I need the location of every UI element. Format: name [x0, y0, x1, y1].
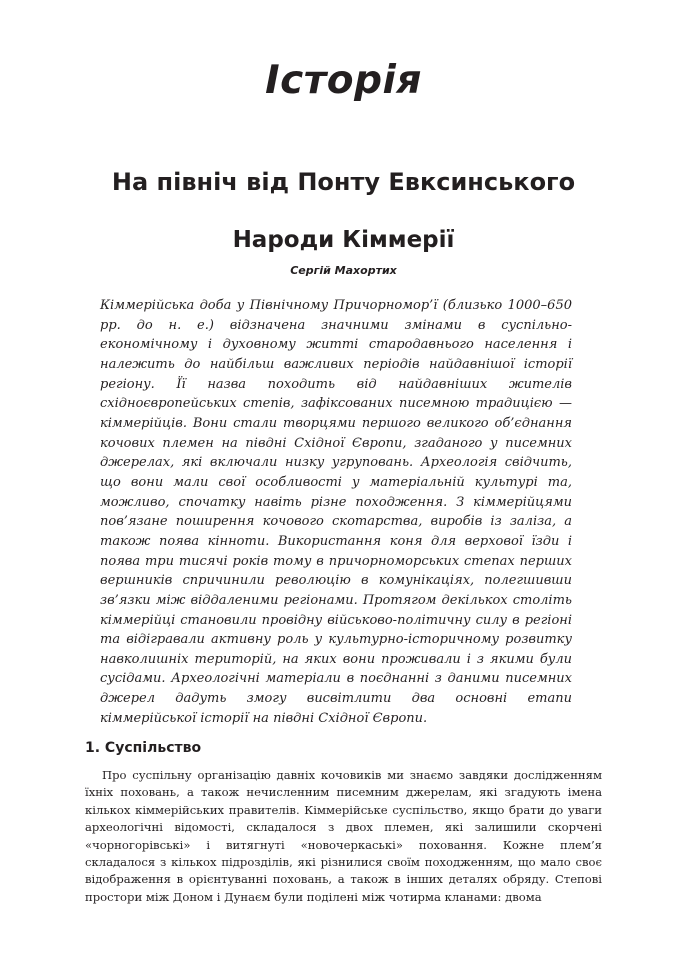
article-title: На північ від Понту Евксинського	[111, 168, 576, 196]
author-name: Сергій Махортих	[290, 264, 397, 277]
section-heading: 1. Суспільство	[85, 740, 202, 756]
section-title: Історія	[265, 58, 422, 103]
body-paragraph: Про суспільну організацію давніх кочовиків ми знаємо завдяки дослідженням їхніх поховань, а також нечисленним писемним джерелам, які згадують імена кількох кіммерійських правителів. Кіммерійське суспільство, якщо брати до уваги археологічні відомості, складалося з двох племен, які залишили скорчені «чорногорівські» і витягнуті «новочеркаські» поховання. Кожне плем’я складалося з кількох підрозділів, які різнилися своїм походженням, що мало своє відображення в орієнтуванні поховань, а також в інших деталях обряду. Степові простори між Доном і Дунаєм були поділені між чотирма кланами: двома	[85, 768, 602, 904]
article-subtitle: Народи Кіммерії	[232, 227, 455, 253]
abstract-paragraph: Кіммерійська доба у Північному Причорномор’ї (близько 1000–650 рр. до н. е.) відзначена значними змінами в суспільно-економічному і духовному житті стародавнього населення і належить до найбільш важливих періодів найдавнішої історії регіону. Її назва походить від найдавніших жителів східноєвропейських степів, зафіксованих писемною традицією — кіммерійців. Вони стали творцями першого великого об’єднання кочових племен на півдні Східної Європи, згаданого у писемних джерелах, які включали низку угруповань. Археологія свідчить, що вони мали свої особливості у матеріальній культурі та, можливо, спочатку навіть різне походження. З кіммерійцями пов’язане поширення кочового скотарства, виробів із заліза, а також поява кінноти. Використання коня для верхової їзди і поява три тисячі років тому в причорноморських степах перших вершників спричинили революцію в комунікаціях, полегшивши зв’язки між віддаленими регіонами. Протягом декількох століть кіммерійці становили провідну військово-політичну силу в регіоні та відігравали активну роль у культурно-історичному розвитку навколишніх територій, на яких вони проживали і з якими були сусідами. Археологічні матеріали в поєднанні з даними писемних джерел дадуть змогу висвітлити два основні етапи кіммерійської історії на півдні Східної Європи.	[100, 298, 572, 726]
